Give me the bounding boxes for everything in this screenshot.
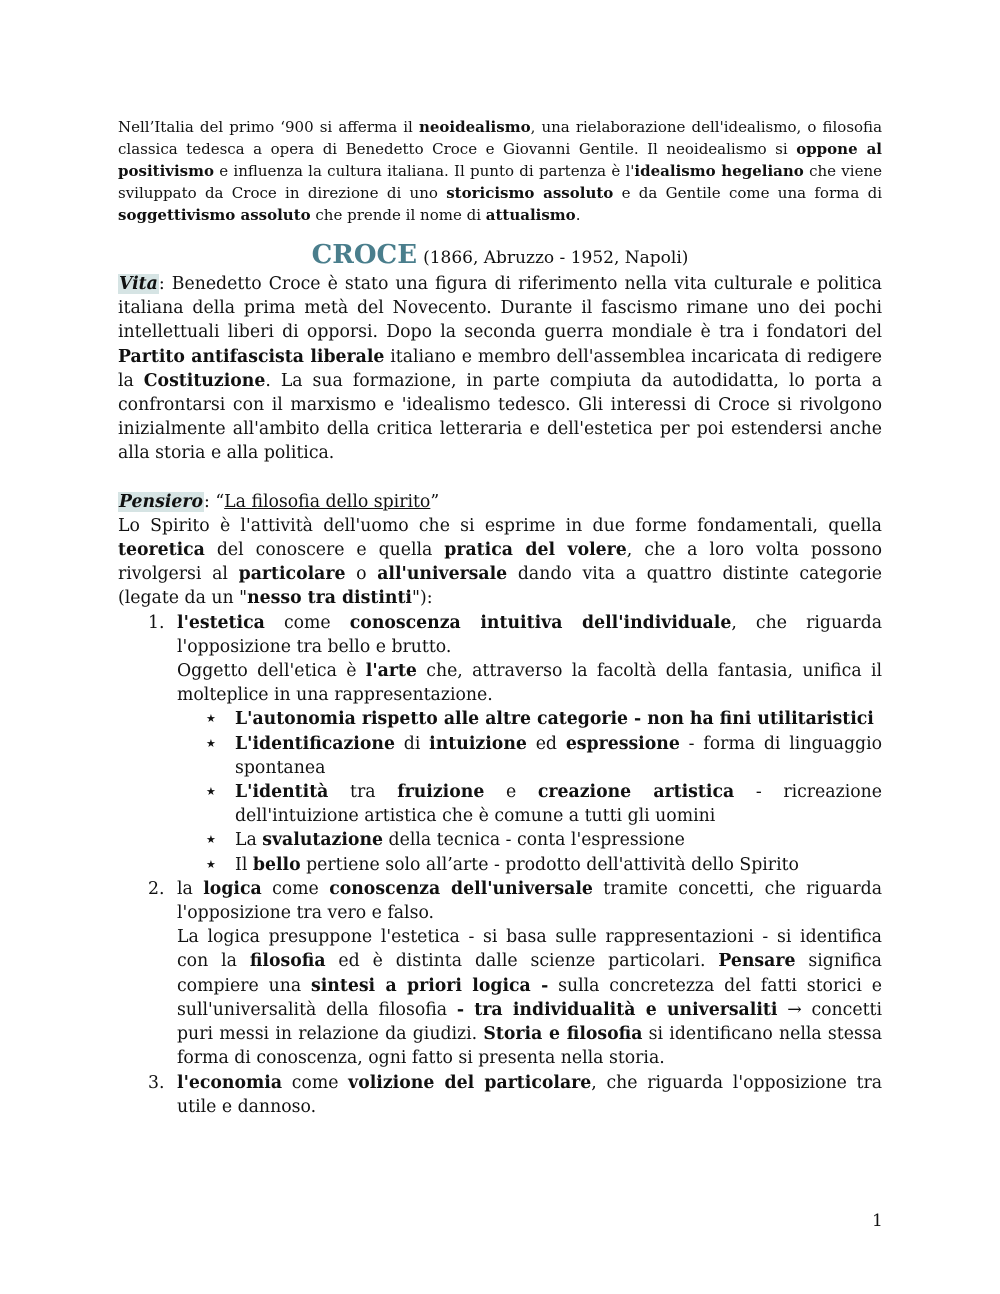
- vita-text: : Benedetto Croce è stato una figura di riferimento nella vita culturale e politica italiana della prima metà del Novecento. Durante il fascismo rimane uno dei pochi intellettuali liberi di opporsi. Dopo la seconda guerra mondiale è tra i fondatori del: [118, 274, 882, 343]
- item-text: [177, 611, 882, 659]
- paragraph-gap: [118, 466, 882, 490]
- intro-text: che viene sviluppato da Croce in direzione di uno: [118, 162, 882, 202]
- star-bullet-icon: ★: [206, 857, 216, 871]
- item-text-part: come: [261, 878, 330, 899]
- bullet-text: - forma di linguaggio spontanea: [235, 733, 883, 778]
- item-text-part: come: [264, 612, 350, 633]
- spirito-bold: pratica del volere: [444, 540, 627, 561]
- list-number: 1.: [148, 612, 165, 633]
- bullet-text: Il: [235, 854, 253, 875]
- item-text-part: Oggetto dell'etica è: [177, 661, 366, 682]
- item-text-part: sulla concretezza del fatti storici e sull'universalità della filosofia: [177, 975, 882, 1020]
- intro-text: e influenza la cultura italiana. Il punto di partenza è l': [214, 162, 635, 180]
- bullet-text: tra: [328, 782, 398, 803]
- vita-label: Vita: [119, 274, 158, 294]
- item-text-part: che, attraverso la facoltà della fantasia, unifica il molteplice in una rappresentazione.: [177, 661, 882, 706]
- pensiero-heading: [118, 490, 882, 514]
- item-text-part: si identificano nella stessa forma di conoscenza, ogni fatto si presenta nella storia.: [177, 1024, 883, 1069]
- item-text-part: , che riguarda l'opposizione tra utile e dannoso.: [177, 1072, 883, 1117]
- bullet-text: e: [484, 782, 538, 803]
- bullet-bold: L'identificazione: [235, 733, 395, 754]
- spirito-text: Lo Spirito è l'attività dell'uomo che si esprime in due forme fondamentali, quella: [118, 515, 882, 536]
- item-bold: l'estetica: [177, 612, 265, 633]
- item-bold: logica: [203, 878, 262, 899]
- bullet-bold: L'autonomia rispetto alle altre categorie - non ha fini utilitaristici: [235, 709, 874, 730]
- item-text-part: come: [282, 1072, 349, 1093]
- item-text-part: , che riguarda l'opposizione tra bello e brutto.: [177, 612, 882, 657]
- bullet-bold: intuizione: [429, 733, 527, 754]
- item-text-part: La logica presuppone l'estetica - si basa sulle rappresentazioni - si identifica con la: [177, 927, 882, 972]
- intro-text: , una rielaborazione dell'idealismo, o filosofia classica tedesca a opera di Benedetto Croce e Giovanni Gentile. Il neoidealismo si: [118, 118, 883, 158]
- vita-paragraph: [118, 272, 882, 466]
- intro-bold: soggettivismo assoluto: [118, 206, 311, 224]
- intro-text: che prende il nome di: [310, 206, 486, 224]
- spirito-bold: all'universale: [377, 564, 508, 585]
- intro-bold: neoidealismo: [418, 118, 531, 136]
- bullet-text: di: [394, 733, 430, 754]
- intro-text: e da Gentile come una forma di: [613, 184, 882, 202]
- intro-bold: storicismo assoluto: [446, 184, 614, 202]
- list-item: [118, 1071, 882, 1119]
- item-text: [177, 877, 882, 925]
- star-bullet-icon: ★: [206, 833, 216, 847]
- star-list-item: [177, 732, 882, 780]
- pensiero-label: Pensiero: [119, 491, 204, 512]
- item-bold: conoscenza dell'universale: [329, 878, 593, 899]
- item-bold: filosofia: [249, 951, 326, 972]
- bullet-text: della tecnica - conta l'espressione: [383, 830, 685, 851]
- list-number: 3.: [148, 1072, 165, 1093]
- bullet-text: pertiene solo all’arte - prodotto dell'attività dello Spirito: [300, 854, 799, 875]
- item-bold: Pensare: [718, 951, 796, 972]
- spirito-text: , che a loro volta possono rivolgersi al: [118, 540, 882, 585]
- star-bullet-icon: ★: [206, 712, 216, 726]
- star-list-item: [177, 828, 882, 852]
- list-item: [118, 877, 882, 1071]
- spirito-text: o: [345, 564, 378, 585]
- bullet-bold: espressione: [565, 733, 680, 754]
- item-extra-text: [177, 659, 882, 707]
- intro-paragraph: [118, 116, 882, 226]
- heading-subtitle: (1866, Abruzzo - 1952, Napoli): [423, 248, 689, 268]
- intro-text: .: [575, 206, 581, 224]
- intro-bold: idealismo hegeliano: [634, 162, 804, 180]
- intro-bold: attualismo: [485, 206, 576, 224]
- intro-bold: oppone al positivismo: [118, 140, 883, 180]
- list-number: 2.: [148, 878, 165, 899]
- heading-title: CROCE: [311, 240, 418, 270]
- bullet-text: - ricreazione dell'intuizione artistica che è comune a tutti gli uomini: [235, 782, 882, 827]
- star-list-item: [177, 780, 882, 828]
- star-bullet-list: [177, 707, 882, 876]
- item-bold: Storia e filosofia: [483, 1024, 643, 1045]
- item-text-part: ed è distinta dalle scienze particolari.: [325, 951, 719, 972]
- star-list-item: [177, 853, 882, 877]
- item-text-part: tramite concetti, che riguarda l'opposizione tra vero e falso.: [177, 878, 883, 924]
- pensiero-text: : “: [204, 491, 225, 512]
- spirito-paragraph: [118, 514, 882, 611]
- item-text: [177, 1071, 882, 1119]
- star-list-item: [177, 707, 882, 731]
- document-body: [118, 272, 882, 1119]
- vita-bold: Costituzione: [143, 370, 266, 391]
- star-bullet-icon: ★: [206, 736, 216, 750]
- item-text-part: significa compiere una: [177, 951, 882, 996]
- list-item: [118, 611, 882, 877]
- bullet-bold: bello: [252, 854, 301, 875]
- item-extra-text: [177, 925, 882, 1070]
- pensiero-title: La filosofia dello spirito: [224, 491, 431, 512]
- item-bold: l'economia: [177, 1072, 283, 1093]
- item-text-part: → concetti puri messi in relazione da giudizi.: [177, 999, 882, 1045]
- item-bold: l'arte: [365, 661, 417, 682]
- bullet-bold: creazione artistica: [537, 782, 735, 803]
- spirito-text: dando vita a quattro distinte categorie (legate da un ": [118, 564, 882, 609]
- bullet-bold: svalutazione: [262, 830, 384, 851]
- page-number: 1: [872, 1211, 883, 1231]
- document-page: [118, 116, 882, 1119]
- intro-text: Nell’Italia del primo ‘900 si afferma il: [118, 118, 419, 136]
- vita-text: italiano e membro dell'assemblea incaricata di redigere la: [118, 346, 882, 391]
- bullet-text: ed: [526, 733, 566, 754]
- spirito-text: "):: [412, 588, 433, 609]
- star-bullet-icon: ★: [206, 785, 216, 799]
- vita-bold: Partito antifascista liberale: [118, 346, 385, 367]
- item-text-part: la: [177, 878, 204, 899]
- item-bold: volizione del particolare: [348, 1072, 592, 1093]
- bullet-bold: fruizione: [397, 782, 485, 803]
- spirito-bold: nesso tra distinti: [247, 588, 412, 609]
- section-heading: [118, 238, 882, 272]
- categories-list: [118, 611, 882, 1119]
- item-bold: sintesi a priori logica -: [310, 975, 549, 996]
- spirito-bold: particolare: [238, 564, 346, 585]
- pensiero-text: ”: [430, 491, 440, 512]
- spirito-bold: teoretica: [118, 540, 205, 561]
- bullet-bold: L'identità: [235, 782, 329, 803]
- bullet-text: La: [235, 830, 263, 851]
- item-bold: - tra individualità e universaliti: [456, 999, 778, 1020]
- vita-text: . La sua formazione, in parte compiuta da autodidatta, lo porta a confrontarsi con il marxismo e 'idealismo tedesco. Gli interessi di Croce si rivolgono inizialmente all'ambito della critica letteraria e dell'estetica per poi estendersi anche alla storia e alla politica.: [118, 370, 882, 464]
- spirito-text: del conoscere e quella: [204, 540, 445, 561]
- item-bold: conoscenza intuitiva dell'individuale: [349, 612, 732, 633]
